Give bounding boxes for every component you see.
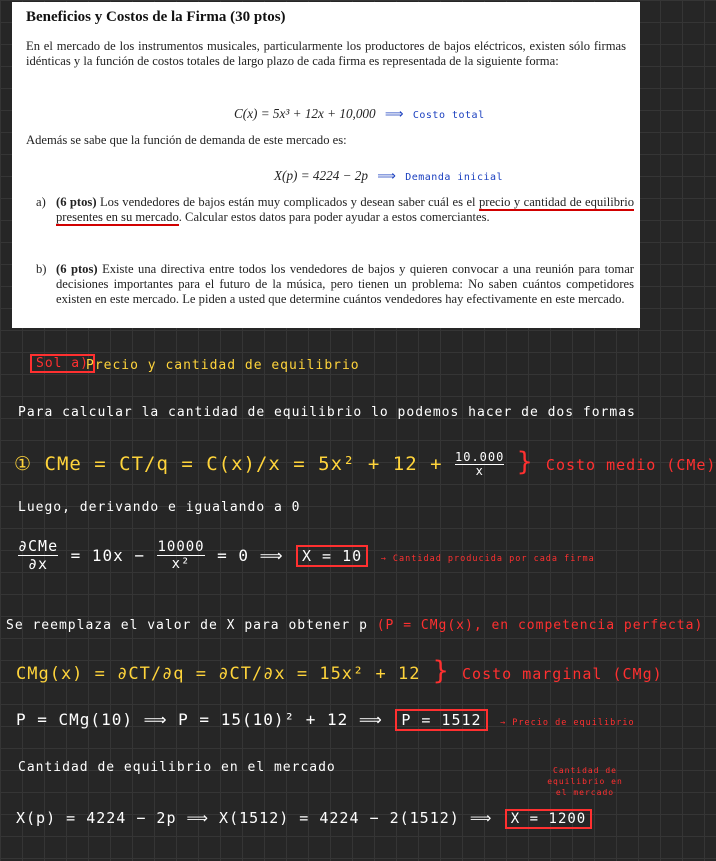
derivative-numerator: ∂CMe: [18, 537, 59, 555]
demand-annotation: Demanda inicial: [405, 172, 504, 183]
average-cost-eq: CMe = CT/q = C(x)/x = 5x² + 12 +: [44, 453, 443, 475]
average-cost-note: Costo medio (CMe): [545, 456, 716, 474]
note-line-4: [18, 538, 595, 573]
question-b: [36, 262, 634, 307]
solution-heading: Precio y cantidad de equilibrio: [86, 358, 360, 373]
question-a-text2: . Calcular estos datos para poder ayudar a estos comerciantes.: [178, 210, 490, 224]
cost-equation-text: C(x) = 5x³ + 12x + 10,000: [234, 106, 376, 121]
note-line-5: [6, 618, 703, 633]
fraction-numerator: 10000: [157, 539, 205, 555]
quantity-note: → Cantidad producida por cada firma: [380, 554, 595, 564]
problem-statement: [12, 2, 640, 328]
note-line-6: [16, 656, 663, 686]
question-a-text1: Los vendedores de bajos están muy complicados y desean saber cuál es el: [99, 195, 476, 209]
cost-annotation: Costo total: [412, 110, 485, 121]
note-line-7: [16, 708, 635, 730]
derivative-fraction: [18, 538, 58, 573]
result-box-market: X = 1200: [505, 809, 592, 829]
market-quantity-eq: X(p) = 4224 − 2p ⟹ X(1512) = 4224 − 2(1512) ⟹: [16, 809, 493, 827]
brace-icon: }: [432, 656, 450, 686]
demand-equation: [274, 168, 503, 185]
fraction: [157, 539, 204, 572]
market-quantity-note: Cantidad de equilibrio en el mercado: [547, 766, 623, 797]
brace-icon: }: [516, 447, 534, 477]
derivative-rhs: = 0 ⟹: [217, 546, 284, 565]
fraction-denominator: x²: [171, 556, 191, 572]
problem-title: Beneficios y Costos de la Firma (30 ptos): [26, 9, 286, 25]
problem-intro: En el mercado de los instrumentos musicales, particularmente los productores de bajos eléctricos, existen sólo firmas idénticas y la función de costos totales de largo plazo de cada firma es representada de la siguiente forma:: [26, 39, 626, 68]
fraction: [455, 451, 504, 478]
note-line-5-text: Se reemplaza el valor de X para obtener p: [6, 618, 368, 633]
fraction-numerator: 10.000: [455, 450, 505, 464]
arrow-icon: ⟹: [384, 106, 404, 121]
step-number: ①: [14, 453, 33, 475]
question-b-text: Existe una directiva entre todos los vendedores de bajos y quieren convocar a una reunión para tomar decisiones importantes para el futuro de la música, pero tienen un problema: No saben cuántos competidores existen en este mercado. Le piden a usted que determine cuántos vendedores hay efectivamente en este mercado.: [56, 262, 634, 306]
question-a: [36, 195, 634, 225]
note-line-2: [14, 447, 716, 478]
note-line-8: Cantidad de equilibrio en el mercado: [18, 760, 336, 775]
derivative-denominator: ∂x: [28, 555, 49, 573]
derivative-middle: = 10x −: [70, 546, 146, 565]
arrow-icon: ⟹: [377, 168, 396, 183]
solution-label-text: Sol a): [30, 354, 95, 373]
question-a-underlined: precio y cantidad de equilibrio presentes en su mercado: [56, 195, 634, 224]
question-b-points: (6 ptos): [56, 262, 98, 276]
note-line-3: Luego, derivando e igualando a 0: [18, 500, 301, 515]
question-a-points: (6 ptos): [56, 195, 97, 209]
result-box-quantity: X = 10: [296, 545, 368, 567]
perfect-competition-note: (P = CMg(x), en competencia perfecta): [376, 618, 704, 633]
demand-equation-text: X(p) = 4224 − 2p: [274, 168, 368, 183]
fraction-denominator: x: [475, 464, 484, 478]
marginal-cost-note: Costo marginal (CMg): [462, 665, 663, 683]
note-line-9: [16, 806, 592, 828]
price-note: → Precio de equilibrio: [500, 718, 635, 728]
demand-intro: Además se sabe que la función de demanda de este mercado es:: [26, 133, 347, 147]
question-b-label: b): [36, 262, 47, 276]
price-eq: P = CMg(10) ⟹ P = 15(10)² + 12 ⟹: [16, 710, 383, 729]
result-box-price: P = 1512: [395, 709, 487, 731]
cost-equation: [234, 106, 485, 123]
marginal-cost-eq: CMg(x) = ∂CT/∂q = ∂CT/∂x = 15x² + 12: [16, 664, 421, 684]
question-a-label: a): [36, 195, 46, 209]
note-line-1: Para calcular la cantidad de equilibrio lo podemos hacer de dos formas: [18, 405, 636, 420]
